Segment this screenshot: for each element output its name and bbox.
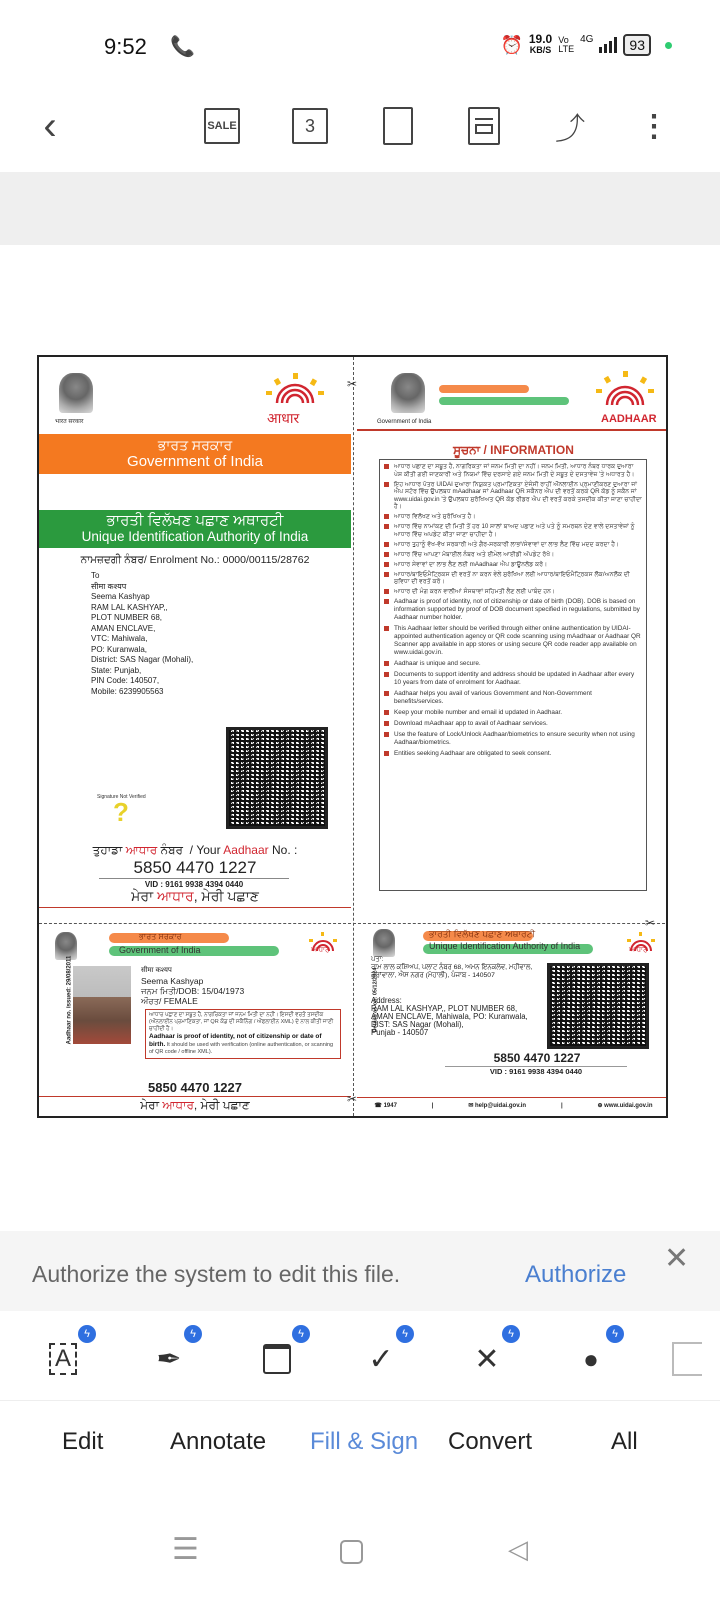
signature-tool[interactable] [144, 1328, 196, 1381]
aadhaar-logo-icon [593, 371, 657, 415]
premium-badge-icon: ϟ [606, 1325, 624, 1343]
holder-name: Seema Kashyap [141, 976, 204, 986]
holder-dob: ਜਨਮ ਮਿਤੀ/DOB: 15/04/1973 [141, 986, 245, 996]
dot-tool[interactable] [566, 1328, 618, 1381]
info-bullet: Aadhaar is unique and secure. [384, 660, 642, 668]
dot-icon: ● [583, 1343, 599, 1374]
home-icon[interactable] [340, 1540, 363, 1564]
info-bullet: ਆਧਾਰ ਵਿੱਚ ਆਪਣਾ ਮੋਬਾਈਲ ਨੰਬਰ ਅਤੇ ਈਮੇਲ ਆਈਡੀ ਅੱਪਡੇਟ ਰੱਖੋ। [384, 551, 642, 559]
premium-badge-icon: ϟ [292, 1325, 310, 1343]
address-line: Punjab - 140507 [371, 1028, 429, 1037]
battery-icon: 93 [623, 34, 651, 56]
holder-gender: ਔਰਤ/ FEMALE [141, 996, 198, 1006]
fullscreen-button[interactable] [376, 104, 420, 148]
address-line: State: Punjab, [91, 665, 142, 675]
share-icon[interactable]: ⤴ [555, 113, 585, 146]
reading-mode-icon [468, 107, 500, 145]
slogan: ਮੇਰਾ ਆਧਾਰ, ਮੇਰੀ ਪਛਾਣ [39, 888, 351, 908]
address-label: ਪਤਾ: [371, 956, 384, 963]
your-aadhaar-label: ਤੁਹਾਡਾ ਆਧਾਰ ਨੰਬਰ / Your Aadhaar No. : [92, 843, 298, 857]
address-line: सीमा कश्यप [91, 581, 127, 591]
logo-text: ਆਧਾਰ [629, 947, 648, 954]
disclaimer-english: It should be used with verification (online authentication, or scanning of QR code / offline XML). [149, 1042, 334, 1055]
info-bullet: ਆਧਾਰ ਵਿੱਚ ਨਾਮਾਂਕਣ ਦੀ ਮਿਤੀ ਤੋਂ ਹਰ 10 ਸਾਲਾਂ ਬਾਅਦ ਪਛਾਣ ਅਤੇ ਪਤੇ ਨੂੰ ਸਮਰਥਨ ਦੇਣ ਵਾਲੇ ਦਸਤਾਵੇਜ਼ਾਂ ਨੂੰ ਆਧਾਰ ਵਿੱਚ ਅਪਡੇਟ ਕੀਤਾ ਜਾਣਾ ਚਾਹੀਦਾ ਹੈ। [384, 523, 642, 538]
card-footer: ☎ 1947 | ✉ help@uidai.gov.in | ⊕ www.uidai.gov.in [357, 1097, 668, 1109]
tab-all[interactable]: All [611, 1428, 638, 1455]
check-icon: ✓ [368, 1342, 394, 1376]
privacy-dot [665, 42, 672, 49]
tab-convert[interactable]: Convert [448, 1428, 533, 1455]
info-bullet: Keep your mobile number and email id updated in Aadhaar. [384, 709, 642, 717]
card-disclaimer [145, 1009, 341, 1059]
gov-punjabi: ਭਾਰਤ ਸਰਕਾਰ [157, 437, 233, 453]
gov-punjabi: ਭਾਰਤ ਸਰਕਾਰ [139, 932, 182, 941]
tab-fill-sign[interactable]: Fill & Sign [310, 1428, 419, 1455]
address-english [371, 997, 528, 1037]
authorize-button[interactable]: Authorize [525, 1261, 627, 1288]
cross-tool[interactable] [462, 1328, 514, 1381]
address-line: AMAN ENCLAVE, [91, 623, 156, 633]
address-line: AMAN ENCLAVE, Mahiwala, PO: Kuranwala, [371, 1012, 528, 1021]
gov-band [39, 434, 351, 474]
uidai-band [39, 510, 351, 548]
disclaimer-bold: Aadhaar is proof of identity, not of citizenship or date of birth. [149, 1033, 322, 1048]
info-bullet: Documents to support identity and address should be updated in Aadhaar after every 10 years from date of enrolment for Aadhaar. [384, 671, 642, 687]
check-tool[interactable] [356, 1328, 408, 1381]
premium-badge-icon: ϟ [502, 1325, 520, 1343]
qr-code [226, 727, 328, 829]
info-bullet: ਆਧਾਰ ਵਿਲੱਖਣ ਅਤੇ ਸੁਰੱਖਿਅਤ ਹੈ। [384, 513, 642, 521]
aadhaar-logo-text: AADHAAR [601, 413, 657, 425]
date-tool[interactable] [252, 1328, 304, 1381]
address-line: To [91, 571, 100, 580]
address-line: PO: Kuranwala, [91, 644, 148, 654]
emblem-caption: Government of India [377, 419, 432, 425]
pen-icon: ✒ [156, 1342, 182, 1376]
address-line: RAM LAL KASHYAP,, PLOT NUMBER 68, [371, 1004, 518, 1013]
address-block [91, 571, 193, 697]
aadhaar-letter-page [37, 355, 668, 1118]
top-toolbar [0, 90, 720, 172]
mail-icon: ✉ [468, 1103, 474, 1109]
web-contact: ⊕ www.uidai.gov.in [597, 1103, 653, 1109]
green-stripe [439, 397, 569, 405]
reading-mode-button[interactable] [462, 104, 506, 148]
mode-tabs [0, 1402, 720, 1482]
back-icon[interactable]: ‹ [43, 103, 57, 148]
sale-button[interactable] [200, 104, 244, 148]
card-slogan: ਮੇਰਾ ਆਧਾਰ, ਮੇਰੀ ਪਛਾਣ [140, 1098, 250, 1112]
phone-contact: ☎ 1947 [374, 1103, 397, 1109]
close-icon[interactable]: ✕ [664, 1242, 690, 1275]
more-tool[interactable] [672, 1337, 712, 1381]
calendar-icon [263, 1344, 291, 1374]
letter-left-panel [39, 357, 351, 1116]
tab-annotate[interactable]: Annotate [170, 1428, 267, 1455]
orange-stripe [439, 385, 529, 393]
scissors-icon: ✂ [645, 916, 656, 930]
page-count-button[interactable] [288, 104, 332, 148]
info-bullet: Aadhaar is proof of identity, not of citizenship or date of birth (DOB). DOB is based on information supported by proof of DOB document specified in regulations, submitted by Aadhaar number holder. [384, 598, 642, 622]
info-bullet: ਆਧਾਰ ਪਛਾਣ ਦਾ ਸਬੂਤ ਹੈ, ਨਾਗਰਿਕਤਾ ਜਾਂ ਜਨਮ ਮਿਤੀ ਦਾ ਨਹੀਂ। ਜਨਮ ਮਿਤੀ, ਆਧਾਰ ਨੰਬਰ ਧਾਰਕ ਦੁਆਰਾ ਪੇਸ਼ ਕੀਤੀ ਗਈ ਜਾਣਕਾਰੀ ਅਤੇ ਨਿਯਮਾਂ ਵਿੱਚ ਦਰਸਾਏ ਗਏ ਜਨਮ ਮਿਤੀ ਦੇ ਸਬੂਤ ਦੇ ਦਸਤਾਵੇਜ਼ 'ਤੇ ਅਧਾਰਤ ਹੈ। [384, 463, 642, 478]
sale-icon: SALE [204, 108, 240, 144]
clock: 9:52 [104, 34, 147, 59]
address-line: VTC: Mahiwala, [91, 634, 148, 643]
name-hindi: सीमा कश्यप [141, 967, 172, 974]
authorize-banner [0, 1231, 720, 1311]
signature-unverified-icon: ? [113, 797, 129, 827]
page-gap [0, 172, 720, 245]
address-line: Seema Kashyap [91, 592, 150, 601]
vid-number: VID : 9161 9938 4394 0440 [99, 878, 289, 889]
gov-english: Government of India [119, 945, 201, 955]
address-text: ਰਾਮ ਲਾਲ ਕਸ਼ਿਅਪ, ਪਲਾਟ ਨੰਬਰ 68, ਅਮਨ ਇਨਕਲੇਵ, ਮਹੀਵਾਲ, ਕੁਰਾਂਵਾਲਾ, ਐਸ ਨਗਰ (ਮੋਹਾਲੀ), ਪੰਜਾਬ - 140507 [371, 964, 533, 979]
info-bullet: ਇਹ ਆਧਾਰ ਪੱਤਰ UIDAI ਦੁਆਰਾ ਨਿਯੁਕਤ ਪ੍ਰਮਾਣਿਕਤਾ ਏਜੰਸੀ ਰਾਹੀਂ ਔਨਲਾਈਨ ਪ੍ਰਮਾਣੀਕਰਣ ਦੁਆਰਾ ਜਾਂ ਐਪ ਸਟੋਰ ਵਿੱਚ ਉਪਲਬਧ mAadhaar ਜਾਂ Aadhaar QR ਸਕੈਨਰ ਐਪ ਦੀ ਵਰਤੋਂ ਕਰਕੇ QR ਕੋਡ ਨੂੰ ਸਕੈਨ ਜਾਂ www.uidai.gov.in 'ਤੇ ਉਪਲਬਧ ਸੁਰੱਖਿਅਤ QR ਕੋਡ ਰੀਡਰ ਐਪ ਦੀ ਵਰਤੋਂ ਕਰਕੇ ਤਸਦੀਕ ਕੀਤਾ ਜਾਣਾ ਚਾਹੀਦਾ ਹੈ। [384, 481, 642, 511]
letter-right-panel [357, 357, 668, 1116]
network-type: 4G [580, 34, 594, 45]
address-line: District: SAS Nagar (Mohali), [91, 655, 194, 664]
info-bullet: Use the feature of Lock/Unlock Aadhaar/biometrics to ensure security when not using Aadhaar/biometrics. [384, 731, 642, 747]
holder-details [141, 966, 244, 1006]
phone-icon: 📞 [170, 36, 195, 58]
info-bullet: ਆਧਾਰ/ਬਾਇਓਮੈਟ੍ਰਿਕਸ ਦੀ ਵਰਤੋਂ ਨਾ ਕਰਨ ਵੇਲੇ ਸੁਰੱਖਿਆ ਲਈ ਆਧਾਰ/ਬਾਇਓਮੈਟ੍ਰਿਕਸ ਲੌਕ/ਅਨਲੌਕ ਦੀ ਸੁਵਿਧਾ ਦੀ ਵਰਤੋਂ ਕਰੋ। [384, 571, 642, 586]
address-line: PLOT NUMBER 68, [91, 613, 162, 622]
holder-photo [73, 966, 131, 1044]
fill-sign-tools [0, 1311, 720, 1401]
net-speed: 19.0 KB/S [528, 32, 553, 55]
aadhaar-logo-icon [263, 373, 327, 413]
uidai-punjabi: ਭਾਰਤੀ ਵਿਲੱਖਣ ਪਛਾਣ ਅਥਾਰਟੀ [106, 512, 284, 529]
emblem-icon [59, 373, 93, 413]
disclaimer-punjabi: ਆਧਾਰ ਪਛਾਣ ਦਾ ਸਬੂਤ ਹੈ, ਨਾਗਰਿਕਤਾ ਜਾਂ ਜਨਮ ਮਿਤੀ ਦਾ ਨਹੀਂ। ਇਸਦੀ ਵਰਤੋਂ ਤਸਦੀਕ (ਔਨਲਾਈਨ ਪ੍ਰਮਾਣਿਕਤਾ, ਜਾਂ QR ਕੋਡ ਦੀ ਸਕੈਨਿੰਗ / ਔਫਲਾਈਨ XML) ਦੇ ਨਾਲ ਕੀਤੀ ਜਾਣੀ ਚਾਹੀਦੀ ਹੈ। [149, 1012, 334, 1032]
email-contact: ✉ help@uidai.gov.in [468, 1103, 527, 1109]
system-nav-bar [0, 1500, 720, 1600]
fullscreen-icon [383, 107, 413, 145]
cross-icon: ✕ [474, 1342, 500, 1376]
page-count-icon: 3 [292, 108, 328, 144]
address-line: RAM LAL KASHYAP,, [91, 602, 168, 612]
issued-date: Aadhaar no. issued: 29/08/2011 [66, 955, 73, 1045]
card-aadhaar-number: 5850 4470 1227 [493, 1051, 581, 1065]
info-bullet: Entities seeking Aadhaar are obligated to seek consent. [384, 750, 642, 758]
address-label: Address: [371, 996, 402, 1005]
back-nav-icon[interactable]: ◁ [508, 1534, 528, 1564]
address-punjabi [371, 956, 541, 980]
emblem-icon [391, 373, 425, 413]
address-line: Mobile: 6239905563 [91, 686, 164, 696]
info-bullet: ਆਧਾਰ ਦੀ ਮੰਗ ਕਰਨ ਵਾਲੀਆਂ ਸੰਸਥਾਵਾਂ ਸਹਿਮਤੀ ਲੈਣ ਲਈ ਪਾਬੰਦ ਹਨ। [384, 588, 642, 596]
card-vid: VID : 9161 9938 4394 0440 [445, 1066, 627, 1076]
alarm-icon: ⏰ [500, 34, 523, 55]
aadhaar-logo-text: आधार [267, 410, 300, 426]
cut-line-vertical [353, 357, 354, 1116]
emblem-icon [373, 929, 395, 957]
gov-english: Government of India [127, 453, 263, 470]
information-list [379, 459, 647, 891]
qr-code [547, 963, 649, 1049]
status-bar [0, 0, 720, 90]
info-bullet: ਆਧਾਰ ਤੁਹਾਨੂੰ ਵੱਖ-ਵੱਖ ਸਰਕਾਰੀ ਅਤੇ ਗੈਰ-ਸਰਕਾਰੀ ਲਾਭਾਂ/ਸੇਵਾਵਾਂ ਦਾ ਲਾਭ ਲੈਣ ਵਿੱਚ ਮਦਦ ਕਰਦਾ ਹੈ। [384, 541, 642, 549]
scissors-icon: ✂ [347, 1092, 358, 1106]
address-line: DIST: SAS Nagar (Mohali), [371, 1020, 464, 1029]
box-icon [672, 1342, 702, 1376]
enrolment-number: ਨਾਮਜ਼ਦਗੀ ਨੰਬਰ/ Enrolment No.: 0000/00115/28762 [80, 554, 310, 566]
globe-icon: ⊕ [597, 1103, 603, 1109]
divider [357, 429, 668, 431]
phone-icon: ☎ [374, 1103, 382, 1109]
details-date: Details as on: 05/12/2024 [372, 967, 379, 1033]
signal-icon [599, 37, 617, 53]
info-bullet: This Aadhaar letter should be verified through either online authentication by UIDAI-appointed authentication agency or QR code scanning using mAadhaar or Aadhaar QR Scanner app available in app stores or using secure QR code reader app available on www.uidai.gov.in. [384, 625, 642, 657]
info-bullet: ਆਧਾਰ ਸੇਵਾਵਾਂ ਦਾ ਲਾਭ ਲੈਣ ਲਈ mAadhaar ਐਪ ਡਾਊਨਲੋਡ ਕਰੋ। [384, 561, 642, 569]
uidai-english: Unique Identification Authority of India [81, 529, 309, 544]
authorize-message: Authorize the system to edit this file. [32, 1261, 401, 1287]
more-icon[interactable]: ⋮ [639, 109, 669, 143]
text-box-tool[interactable] [38, 1328, 90, 1381]
logo-text: ਆਧਾਰ [311, 947, 330, 954]
address-line: PIN Code: 140507, [91, 676, 160, 685]
info-title: ਸੂਚਨਾ / INFORMATION [453, 443, 574, 457]
scissors-icon: ✂ [347, 377, 358, 391]
volte-indicator: Vo LTE [558, 35, 575, 54]
info-bullet: Aadhaar helps you avail of various Government and Non-Government benefits/services. [384, 690, 642, 706]
info-bullet: Download mAadhaar app to avail of Aadhaar services. [384, 720, 642, 728]
text-box-icon: A [49, 1343, 77, 1375]
premium-badge-icon: ϟ [78, 1325, 96, 1343]
recents-icon[interactable]: ☰ [172, 1533, 199, 1566]
premium-badge-icon: ϟ [184, 1325, 202, 1343]
emblem-caption: भारत सरकार [55, 419, 84, 425]
signature-status: Signature Not Verified [97, 794, 146, 800]
premium-badge-icon: ϟ [396, 1325, 414, 1343]
card-aadhaar-number: 5850 4470 1227 [39, 1080, 351, 1097]
uidai-english: Unique Identification Authority of India [429, 941, 581, 951]
uidai-punjabi: ਭਾਰਤੀ ਵਿਲੱਖਣ ਪਛਾਣ ਅਥਾਰਟੀ [429, 929, 536, 939]
tab-edit[interactable]: Edit [62, 1428, 104, 1455]
aadhaar-number: 5850 4470 1227 [133, 858, 257, 877]
